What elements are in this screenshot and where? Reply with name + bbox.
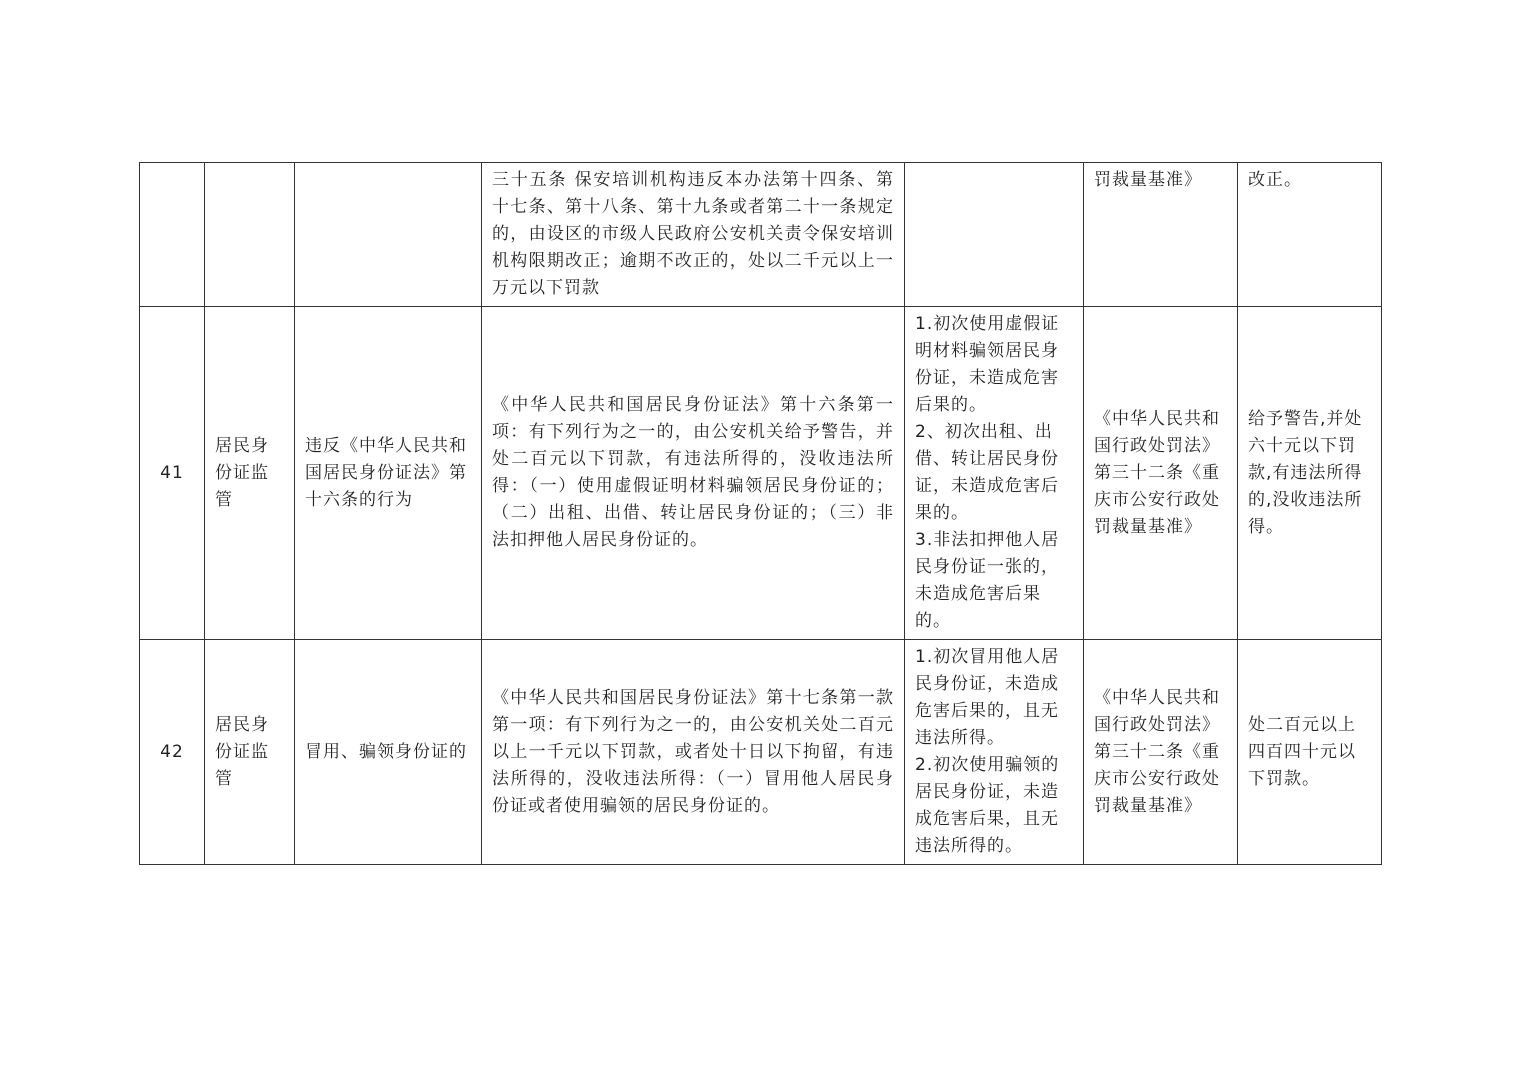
row-index: 41 xyxy=(140,307,205,640)
row-legal-basis: 《中华人民共和国居民身份证法》第十七条第一款第一项：有下列行为之一的，由公安机关处二百元以上一千元以下罚款，或者处十日以下拘留，有违法所得的，没收违法所得：（一）冒用他人居民身份证或者使用骗领的居民身份证的。 xyxy=(482,640,905,865)
row-reference: 《中华人民共和国行政处罚法》第三十二条《重庆市公安行政处罚裁量基准》 xyxy=(1084,307,1238,640)
row-reference: 《中华人民共和国行政处罚法》第三十二条《重庆市公安行政处罚裁量基准》 xyxy=(1084,640,1238,865)
table-row xyxy=(140,640,1382,865)
row-reference: 罚裁量基准》 xyxy=(1084,163,1238,307)
row-legal-basis: 三十五条 保安培训机构违反本办法第十四条、第十七条、第十八条、第十九条或者第二十一条规定的，由设区的市级人民政府公安机关责令保安培训机构限期改正；逾期不改正的，处以二千元以上一万元以下罚款 xyxy=(482,163,905,307)
row-legal-basis: 《中华人民共和国居民身份证法》第十六条第一项：有下列行为之一的，由公安机关给予警告，并处二百元以下罚款，有违法所得的，没收违法所得：（一）使用虚假证明材料骗领居民身份证的；（二）出租、出借、转让居民身份证的；（三）非法扣押他人居民身份证的。 xyxy=(482,307,905,640)
row-measure: 给予警告,并处六十元以下罚款,有违法所得的,没收违法所得。 xyxy=(1238,307,1382,640)
row-category: 居民身份证监管 xyxy=(205,640,295,865)
penalty-discretion-table xyxy=(139,162,1382,865)
row-behavior xyxy=(295,163,482,307)
row-index: 42 xyxy=(140,640,205,865)
table-row xyxy=(140,163,1382,307)
row-measure: 改正。 xyxy=(1238,163,1382,307)
row-circumstance: 1.初次使用虚假证明材料骗领居民身份证，未造成危害后果的。 2、初次出租、出借、转让居民身份证，未造成危害后果的。 3.非法扣押他人居民身份证一张的，未造成危害后果的。 xyxy=(905,307,1084,640)
row-measure: 处二百元以上四百四十元以下罚款。 xyxy=(1238,640,1382,865)
row-category xyxy=(205,163,295,307)
row-behavior: 违反《中华人民共和国居民身份证法》第十六条的行为 xyxy=(295,307,482,640)
row-circumstance: 1.初次冒用他人居民身份证，未造成危害后果的，且无违法所得。 2.初次使用骗领的居民身份证，未造成危害后果，且无违法所得的。 xyxy=(905,640,1084,865)
row-behavior: 冒用、骗领身份证的 xyxy=(295,640,482,865)
row-index xyxy=(140,163,205,307)
row-category: 居民身份证监管 xyxy=(205,307,295,640)
table-row xyxy=(140,307,1382,640)
row-circumstance xyxy=(905,163,1084,307)
